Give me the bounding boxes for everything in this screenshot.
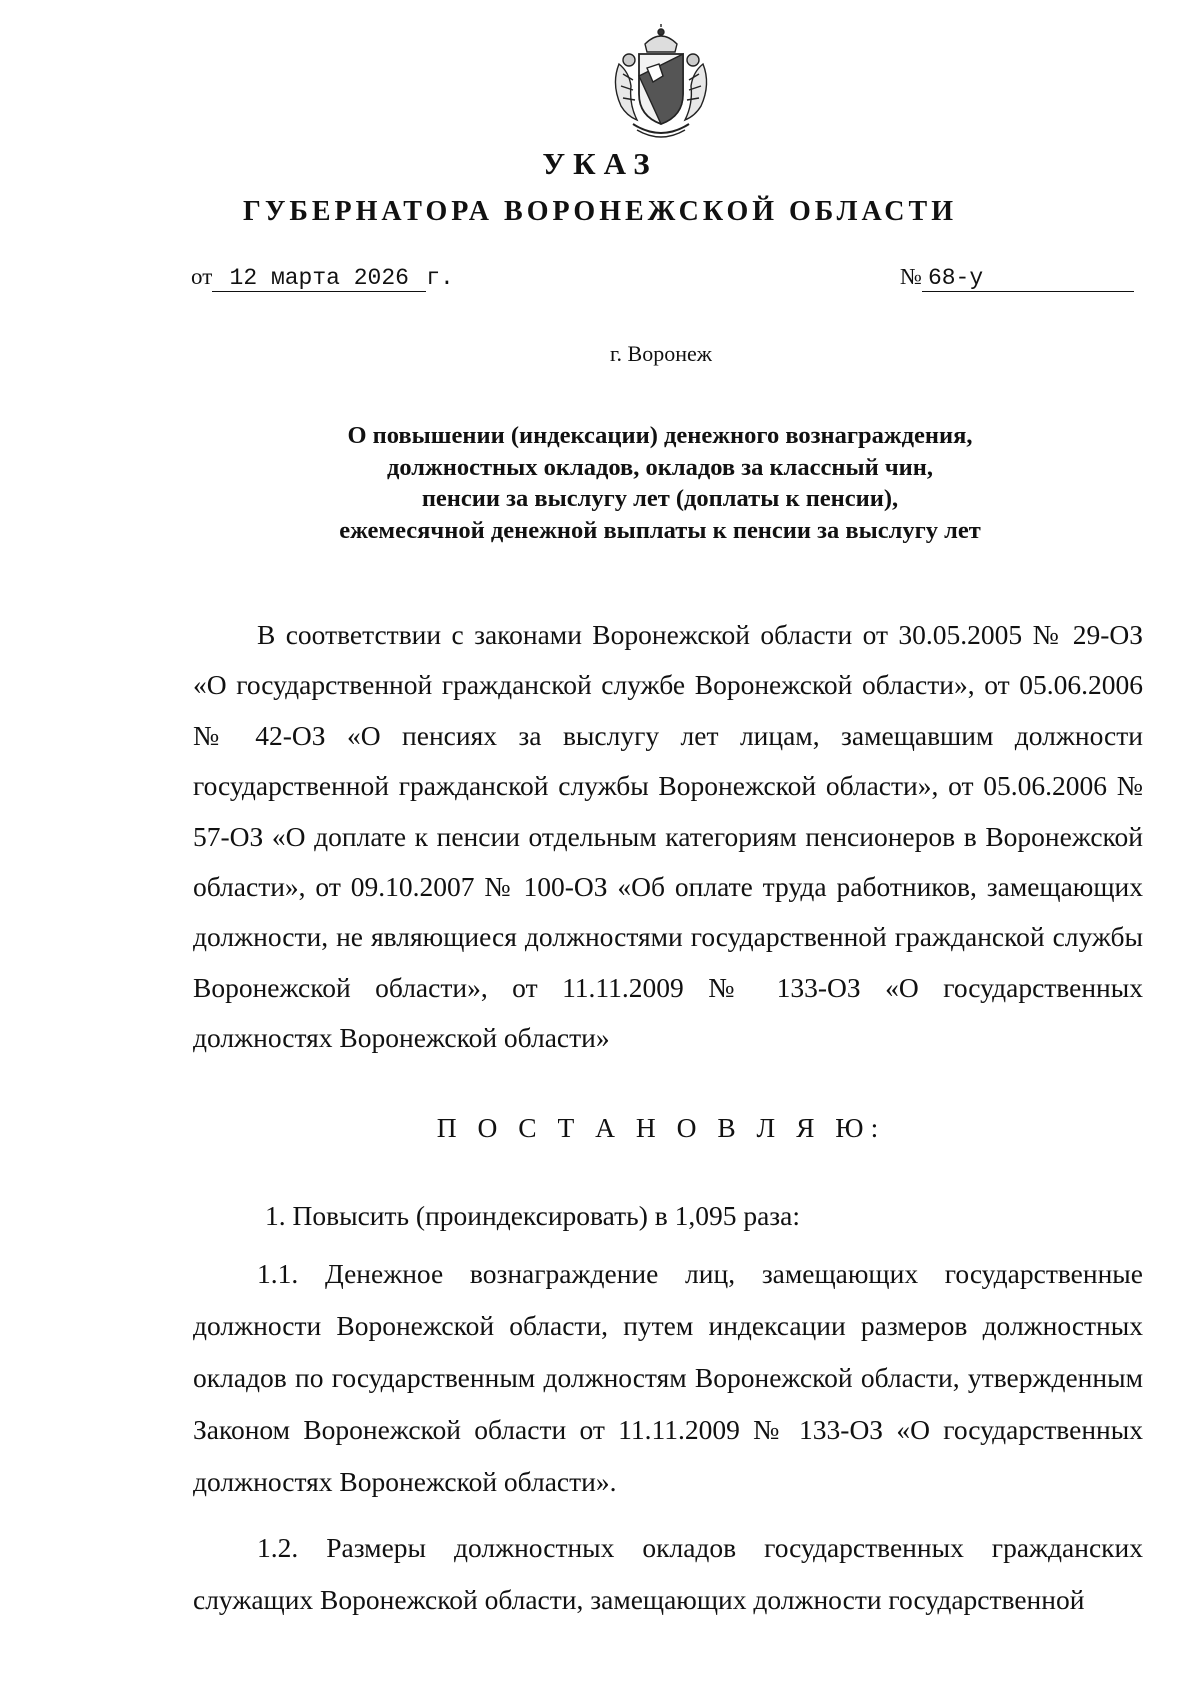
heading-line: должностных окладов, окладов за классный чин, [386,453,934,481]
date-prefix: от [191,264,213,289]
item-1-2-paragraph: 1.2. Размеры должностных окладов государственных гражданских служащих Воронежской области, замещающих должности государственной [193,1532,1143,1615]
issuer-subtitle: ГУБЕРНАТОРА ВОРОНЕЖСКОЙ ОБЛАСТИ [243,196,957,227]
heading-line: ежемесячной денежной выплаты к пенсии за выслугу лет [339,516,981,544]
document-date [191,262,454,293]
issue-city: г. Воронеж [610,341,712,366]
resolution-word: П О С Т А Н О В Л Я Ю: [436,1112,886,1143]
coat-of-arms-emblem [607,24,715,144]
document-type-title: УКАЗ [542,146,658,181]
date-suffix: г. [426,265,454,291]
preamble-paragraph: В соответствии с законами Воронежской области от 30.05.2005 № 29-ОЗ «О государственной гражданской службе Воронежской области», от 05.06.2006 № 42-ОЗ «О пенсиях за выслугу лет лицам, замещавшим должности государственной гражданской службы Воронежской области», от 05.06.2006 № 57-ОЗ «О доплате к пенсии отдельным категориям пенсионеров в Воронежской области», от 09.10.2007 № 100-ОЗ «Об оплате труда работников, замещающих должности, не являющиеся должностями государственной гражданской службы Воронежской области», от 11.11.2009 № 133-ОЗ «О государственных должностях Воронежской области» [193,619,1143,1054]
item-1-1-paragraph: 1.1. Денежное вознаграждение лиц, замещающих государственные должности Воронежской области, путем индексации размеров должностных окладов по государственным должностям Воронежской области, утвержденным Законом Воронежской области от 11.11.2009 № 133-ОЗ «О государственных должностях Воронежской области». [193,1258,1143,1497]
heading-line: пенсии за выслугу лет (доплаты к пенсии), [421,485,899,512]
date-value: 12 марта 2026 [212,265,426,292]
number-value: 68-у [922,265,1134,292]
document-number [900,262,1134,292]
number-prefix: № [900,264,922,289]
item-1: 1. Повысить (проиндексировать) в 1,095 раза: [265,1200,801,1231]
heading-line: О повышении (индексации) денежного вознаграждения, [347,422,973,449]
decree-heading [190,420,1130,546]
